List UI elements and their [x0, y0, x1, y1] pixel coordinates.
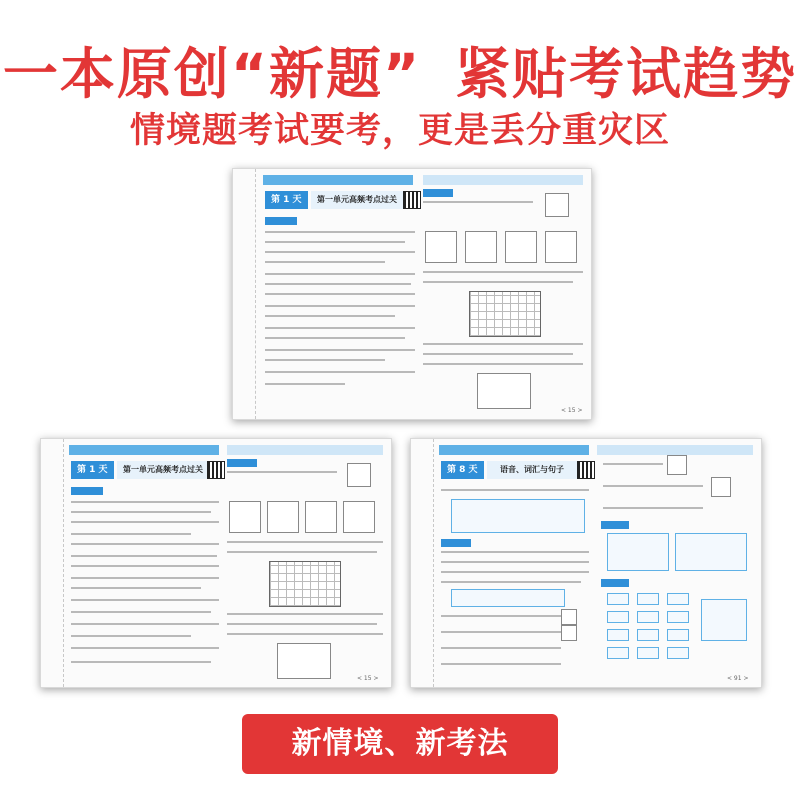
text-line — [265, 383, 345, 385]
binding-margin — [233, 169, 256, 419]
text-line — [441, 561, 589, 563]
poem-box — [451, 499, 585, 533]
text-line — [441, 647, 561, 649]
compass-figure — [347, 463, 371, 487]
text-line — [423, 363, 583, 365]
text-line — [71, 555, 217, 557]
text-line — [265, 305, 415, 307]
text-line — [265, 273, 415, 275]
text-line — [71, 565, 219, 567]
text-line — [71, 635, 191, 637]
text-line — [423, 201, 533, 203]
text-line — [265, 349, 415, 351]
text-line — [265, 315, 395, 317]
text-line — [423, 281, 573, 283]
text-line — [441, 663, 561, 665]
right-sheet — [410, 438, 762, 688]
headline-part-2: 紧贴考试趋势 — [455, 42, 798, 106]
word-box — [451, 589, 565, 607]
answer-box — [667, 629, 689, 641]
text-line — [441, 581, 581, 583]
answer-box — [607, 611, 629, 623]
section-marker — [265, 217, 297, 225]
header-bar-right — [597, 445, 753, 455]
top-sheet — [232, 168, 592, 420]
text-line — [227, 551, 377, 553]
section-marker — [441, 539, 471, 547]
text-line — [227, 633, 383, 635]
answer-box — [607, 593, 629, 605]
text-line — [265, 337, 405, 339]
section-marker — [601, 579, 629, 587]
text-line — [423, 353, 573, 355]
qr-code — [577, 461, 595, 479]
map-figure — [229, 501, 261, 533]
headline-part-1: 一本原创“新题” — [2, 42, 422, 106]
map-figure — [305, 501, 337, 533]
text-line — [71, 623, 219, 625]
floorplan-figure — [477, 373, 531, 409]
header-bar-right — [227, 445, 383, 455]
answer-box — [637, 593, 659, 605]
text-line — [71, 647, 219, 649]
answer-box — [667, 647, 689, 659]
answer-box — [607, 629, 629, 641]
section-marker — [71, 487, 103, 495]
text-line — [71, 611, 211, 613]
answer-box — [667, 611, 689, 623]
text-line — [71, 577, 219, 579]
text-line — [71, 501, 219, 503]
section-marker — [423, 189, 453, 197]
text-line — [265, 293, 415, 295]
illustration — [711, 477, 731, 497]
text-line — [71, 521, 219, 523]
header-bar — [263, 175, 413, 185]
text-line — [265, 261, 385, 263]
new-methods-banner: 新情境、新考法 — [242, 714, 558, 774]
answer-box — [637, 611, 659, 623]
map-figure — [505, 231, 537, 263]
answer-box — [637, 629, 659, 641]
header-bar — [69, 445, 219, 455]
answer-box — [667, 593, 689, 605]
subheadline: 情境题考试要考，更是丢分重灾区 — [129, 111, 670, 151]
floorplan-figure — [277, 643, 331, 679]
word-table — [675, 533, 747, 571]
page-number: < 15 > — [561, 407, 583, 414]
binding-margin — [41, 439, 64, 687]
text-line — [423, 343, 583, 345]
qr-code — [207, 461, 225, 479]
text-line — [265, 359, 385, 361]
answer-box — [637, 647, 659, 659]
text-line — [441, 551, 589, 553]
headline — [0, 30, 800, 109]
qr-code — [403, 191, 421, 209]
text-line — [71, 543, 219, 545]
header-bar-right — [423, 175, 583, 185]
text-line — [603, 485, 703, 487]
map-figure — [425, 231, 457, 263]
left-sheet — [40, 438, 392, 688]
text-line — [265, 251, 415, 253]
text-line — [227, 623, 377, 625]
word-table — [607, 533, 669, 571]
header-bar — [439, 445, 589, 455]
compass-figure — [545, 193, 569, 217]
answer-box — [607, 647, 629, 659]
day-badge: 第 8 天 — [441, 461, 484, 479]
text-line — [227, 471, 337, 473]
text-line — [441, 489, 589, 491]
map-figure — [465, 231, 497, 263]
text-line — [71, 587, 201, 589]
map-figure — [545, 231, 577, 263]
text-line — [71, 511, 211, 513]
text-line — [441, 615, 561, 617]
text-line — [265, 231, 415, 233]
text-line — [71, 599, 219, 601]
text-line — [603, 507, 703, 509]
text-line — [71, 661, 211, 663]
day-badge: 第 1 天 — [71, 461, 114, 479]
illustration — [561, 609, 577, 625]
binding-margin — [411, 439, 434, 687]
illustration — [667, 455, 687, 475]
text-line — [441, 571, 589, 573]
text-line — [265, 327, 415, 329]
illustration — [561, 625, 577, 641]
map-figure — [343, 501, 375, 533]
unit-title: 语音、词汇与句子 — [487, 461, 577, 479]
text-line — [265, 241, 405, 243]
text-line — [71, 533, 191, 535]
section-marker — [601, 521, 629, 529]
section-marker — [227, 459, 257, 467]
grid-figure — [269, 561, 341, 607]
options-box — [701, 599, 747, 641]
text-line — [265, 283, 411, 285]
grid-figure — [469, 291, 541, 337]
text-line — [227, 541, 383, 543]
text-line — [603, 463, 663, 465]
text-line — [423, 271, 583, 273]
unit-title: 第一单元高频考点过关 — [311, 191, 403, 209]
text-line — [227, 613, 383, 615]
map-figure — [267, 501, 299, 533]
text-line — [265, 371, 415, 373]
unit-title: 第一单元高频考点过关 — [117, 461, 209, 479]
text-line — [441, 631, 561, 633]
page-number: < 15 > — [357, 675, 379, 682]
page-number: < 91 > — [727, 675, 749, 682]
day-badge: 第 1 天 — [265, 191, 308, 209]
